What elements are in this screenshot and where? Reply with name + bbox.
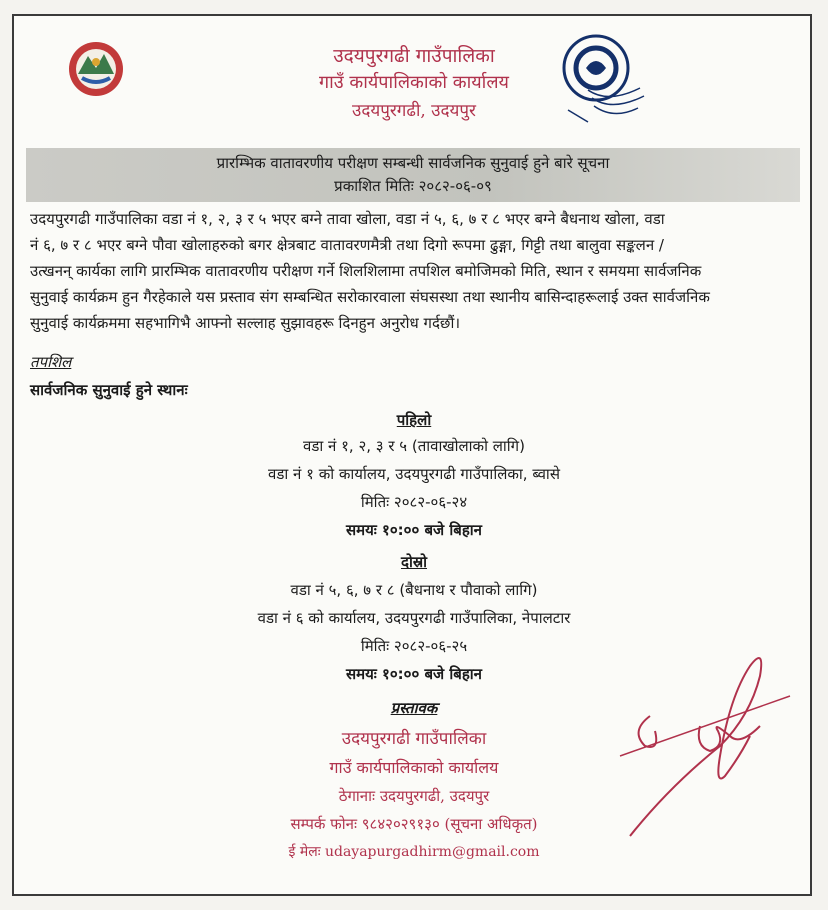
proposer-phone: सम्पर्क फोनः ९८४२०२९१३० (सूचना अधिकृत) — [290, 815, 538, 833]
header-municipality: उदयपुरगढी गाउँपालिका — [333, 45, 495, 67]
handwritten-signature — [600, 636, 800, 846]
header-office: गाउँ कार्यपालिकाको कार्यालय — [319, 72, 509, 93]
proposer-address: ठेगानाः उदयपुरगढी, उदयपुर — [338, 787, 490, 805]
first-session-wards: वडा नं १, २, ३ र ५ (तावाखोलाको लागि) — [303, 437, 525, 455]
title-band — [26, 148, 800, 202]
notice-title: प्रारम्भिक वातावरणीय परीक्षण सम्बन्धी सार्वजनिक सुनुवाई हुने बारे सूचना — [216, 154, 610, 172]
body-line: नं ६, ७ र ८ भएर बग्ने पौवा खोलाहरुको बगर क्षेत्रबाट वातावरणमैत्री तथा दिगो रूपमा ढुङ्गा, गिट्टी तथा बालुवा सङ्कलन / — [30, 236, 664, 254]
first-session-heading: पहिलो — [396, 411, 432, 429]
first-session-time: समयः १०:०० बजे बिहान — [345, 521, 483, 539]
published-date: प्रकाशित मितिः २०८२-०६-०९ — [334, 177, 492, 195]
proposer-municipality: उदयपुरगढी गाउँपालिका — [341, 729, 487, 749]
second-session-wards: वडा नं ५, ६, ७ र ८ (बैधनाथ र पौवाको लागि) — [290, 581, 538, 599]
body-line: उत्खनन् कार्यका लागि प्रारम्भिक वातावरणीय परीक्षण गर्ने शिलशिलामा तपशिल बमोजिमको मिति, स्थान र समयमा सार्वजनिक — [30, 262, 702, 280]
body-line: सुनुवाई कार्यक्रम हुन गैरहेकाले यस प्रस्ताव संग सम्बन्धित सरोकारवाला संघसस्था तथा स्थानीय बासिन्दाहरूलाई उक्त सार्वजनिक — [30, 288, 710, 306]
header-location: उदयपुरगढी, उदयपुर — [352, 101, 476, 121]
second-session-time: समयः १०:०० बजे बिहान — [345, 665, 483, 683]
second-session-office: वडा नं ६ को कार्यालय, उदयपुरगढी गाउँपालिका, नेपालटार — [257, 609, 571, 627]
second-session-date: मितिः २०८२-०६-२५ — [360, 637, 468, 655]
proposer-office: गाउँ कार्यपालिकाको कार्यालय — [329, 758, 499, 777]
first-session-date: मितिः २०८२-०६-२४ — [360, 493, 468, 511]
body-line: उदयपुरगढी गाउँपालिका वडा नं १, २, ३ र ५ भएर बग्ने तावा खोला, वडा नं ५, ६, ७ र ८ भएर बग्ने बैधनाथ खोला, वडा — [30, 210, 665, 228]
venue-label: सार्वजनिक सुनुवाई हुने स्थानः — [30, 381, 188, 399]
second-session-heading: दोस्रो — [400, 553, 428, 571]
notice-body — [30, 206, 800, 336]
proposer-heading: प्रस्तावक — [390, 699, 438, 717]
proposer-email: ई मेलः udayapurgadhirm@gmail.com — [288, 844, 540, 860]
details-heading: तपशिल — [30, 353, 72, 371]
first-session-office: वडा नं १ को कार्यालय, उदयपुरगढी गाउँपालिका, ब्वासे — [268, 465, 560, 483]
body-line: सुनुवाई कार्यक्रममा सहभागिभै आफ्नो सल्लाह सुझावहरू दिनहुन अनुरोध गर्दछौं। — [30, 314, 461, 332]
